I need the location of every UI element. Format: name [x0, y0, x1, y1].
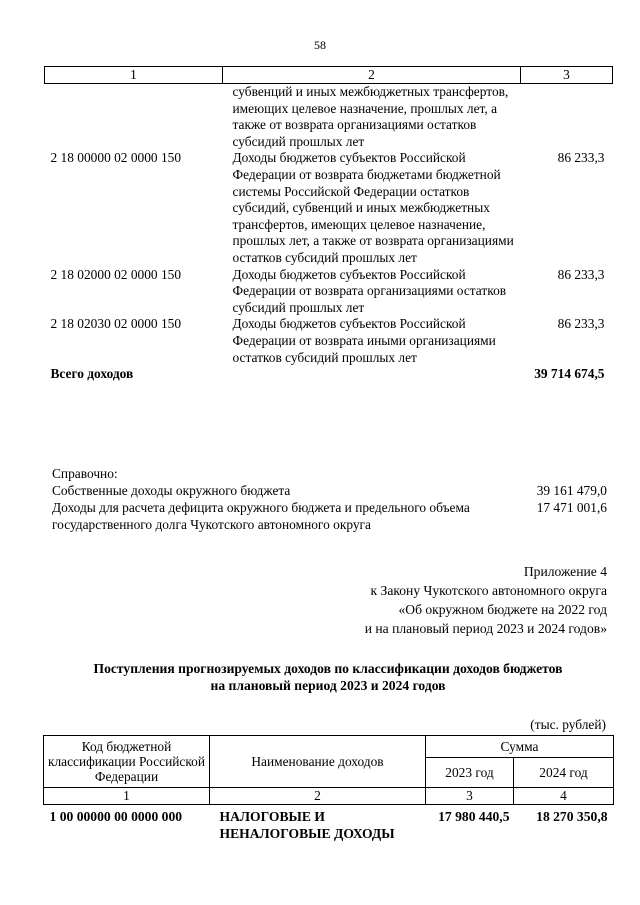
section-title	[40, 660, 616, 694]
appendix-line: к Закону Чукотского автономного округа	[370, 583, 607, 598]
row-name: Доходы бюджетов субъектов Российской Федерации от возврата организациями остатков субсидий прошлых лет	[232, 266, 507, 315]
reference-item-label: Собственные доходы окружного бюджета	[52, 483, 291, 498]
header-sum: Сумма	[426, 736, 614, 758]
column-header: 1	[45, 67, 223, 84]
table-row	[45, 150, 613, 266]
row-value	[521, 84, 613, 151]
appendix-line: Приложение 4	[523, 564, 607, 579]
column-number: 3	[426, 788, 514, 805]
column-number: 1	[44, 788, 210, 805]
table-header-row	[45, 67, 613, 84]
reference-item-label: Доходы для расчета дефицита окружного бюджета и предельного объема государственного долга Чукотского автономного округа	[52, 500, 470, 532]
reference-item-value: 39 161 479,0	[536, 483, 607, 498]
row-code: 2 18 02030 02 0000 150	[50, 316, 182, 332]
table-row	[45, 316, 613, 366]
reference-item	[52, 482, 607, 499]
appendix-note	[365, 562, 607, 638]
reference-label: Справочно:	[52, 466, 118, 481]
page-number: 58	[314, 38, 326, 52]
row-name: Доходы бюджетов субъектов Российской Федерации от возврата бюджетами бюджетной системы Российской Федерации остатков субсидий, субвенций и иных межбюджетных трансфертов, имеющих целевое назначение, прошлых лет, а также от возврата организациями остатков субсидий прошлых лет	[232, 150, 514, 265]
revenue-table	[44, 66, 613, 383]
row-value: 86 233,3	[557, 316, 605, 332]
row-code: 1 00 00000 00 0000 000	[49, 809, 183, 824]
table-row	[45, 267, 613, 317]
row-name: НАЛОГОВЫЕ И НЕНАЛОГОВЫЕ ДОХОДЫ	[219, 809, 395, 841]
header-code: Код бюджетной классификации Российской Федерации	[44, 736, 210, 788]
row-value: 86 233,3	[557, 150, 605, 166]
row-code: 2 18 00000 02 0000 150	[50, 150, 182, 166]
appendix-line: и на плановый период 2023 и 2024 годов»	[364, 621, 607, 636]
column-header: 2	[223, 67, 521, 84]
header-2024: 2024 год	[514, 758, 614, 788]
total-row	[45, 366, 613, 383]
title-line: на плановый период 2023 и 2024 годов	[210, 678, 446, 693]
reference-block	[52, 465, 607, 533]
row-name: субвенций и иных межбюджетных трансфертов, имеющих целевое назначение, прошлых лет, а также от возврата организациями остатков субсидий прошлых лет	[232, 84, 509, 149]
row-name: Доходы бюджетов субъектов Российской Федерации от возврата иными организациями остатков субсидий прошлых лет	[232, 316, 496, 365]
row-value-2023: 17 980 440,5	[438, 809, 510, 824]
row-value: 86 233,3	[557, 266, 605, 282]
units-label: (тыс. рублей)	[530, 717, 606, 732]
reference-item-value: 17 471 001,6	[536, 500, 607, 515]
table-row	[45, 84, 613, 151]
table-row	[44, 805, 614, 843]
title-line: Поступления прогнозируемых доходов по классификации доходов бюджетов	[93, 661, 563, 676]
appendix-line: «Об окружном бюджете на 2022 год	[398, 602, 607, 617]
row-value-2024: 18 270 350,8	[536, 809, 608, 824]
header-name: Наименование доходов	[210, 736, 426, 788]
row-code	[45, 84, 223, 151]
reference-item	[52, 499, 607, 533]
forecast-table	[43, 735, 614, 842]
column-number: 4	[514, 788, 614, 805]
column-header: 3	[521, 67, 613, 84]
total-value: 39 714 674,5	[534, 366, 605, 382]
row-code: 2 18 02000 02 0000 150	[50, 266, 182, 282]
header-2023: 2023 год	[426, 758, 514, 788]
column-number: 2	[210, 788, 426, 805]
total-label: Всего доходов	[50, 366, 134, 382]
